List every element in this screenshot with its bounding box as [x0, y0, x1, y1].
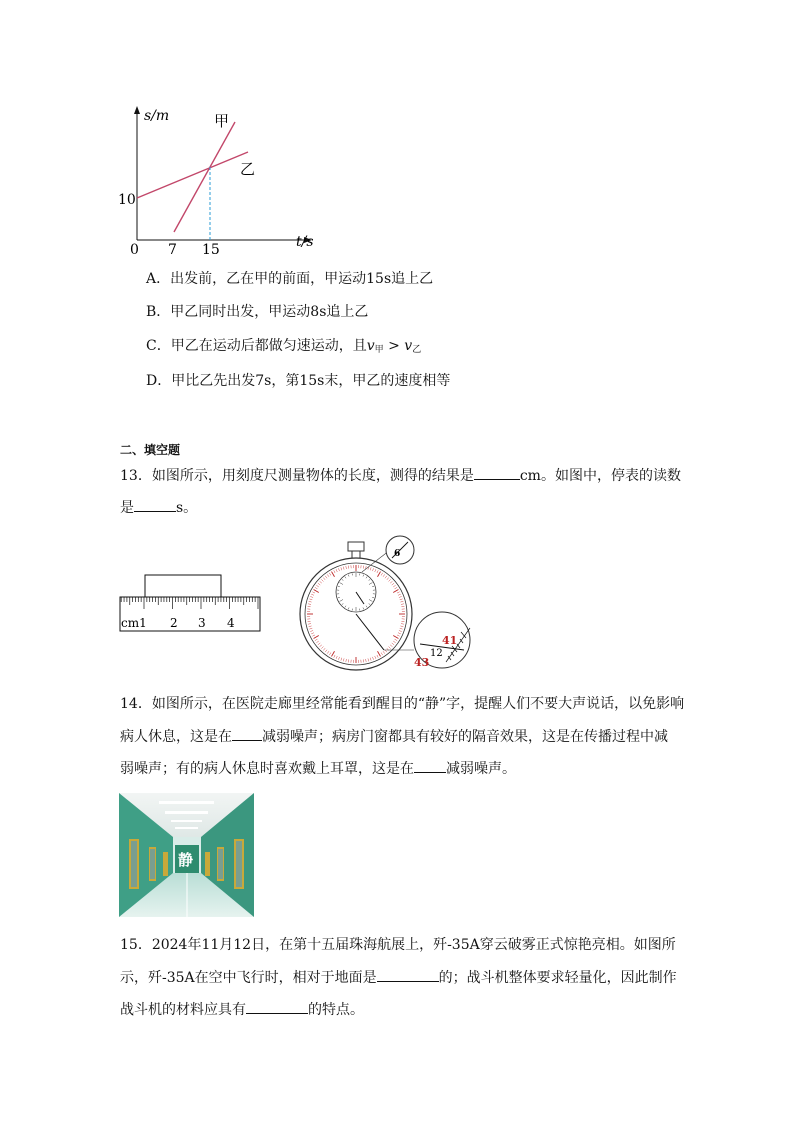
- option-letter: C．: [146, 338, 171, 354]
- q15-text-d: 的特点。: [308, 1002, 364, 1018]
- option-text: 甲乙同时出发，甲运动8s追上乙: [170, 304, 369, 320]
- ruler-label-3: 3: [198, 616, 206, 630]
- q13-blank-length[interactable]: [474, 465, 520, 480]
- q13-text-d: s。: [176, 500, 198, 516]
- option-letter: D．: [146, 373, 172, 389]
- v-jia: v: [366, 338, 375, 354]
- v-jia-sub: 甲: [374, 345, 384, 355]
- option-text: 甲乙在运动后都做匀速运动，且: [170, 338, 367, 354]
- q13-text-c: 是: [120, 500, 134, 516]
- x-tick-15: 15: [202, 242, 220, 258]
- line-label-jia: 甲: [214, 112, 230, 130]
- x-tick-7: 7: [168, 242, 177, 258]
- x-axis-label: t/s: [296, 234, 314, 250]
- quiet-sign-char: 静: [178, 851, 194, 869]
- q13-line2: [120, 497, 197, 518]
- y-axis-arrow: [134, 106, 140, 114]
- y-tick-10: 10: [118, 192, 136, 208]
- y-axis-label: s/m: [144, 108, 170, 124]
- stopwatch-figure: [296, 532, 476, 672]
- option-text: 出发前，乙在甲的前面，甲运动15s追上乙: [170, 271, 434, 287]
- ruler-label-4: 4: [227, 616, 235, 630]
- q14-line1: 14．如图所示，在医院走廊里经常能看到醒目的“静”字，提醒人们不要大声说话，以免影响: [120, 696, 685, 712]
- q15-line3: [120, 999, 364, 1020]
- option-a[interactable]: [146, 269, 433, 289]
- q13-line1: [120, 465, 681, 486]
- line-label-yi: 乙: [240, 160, 256, 178]
- q15-text-c: 战斗机的材料应具有: [120, 1002, 246, 1018]
- q15-blank-2[interactable]: [246, 999, 308, 1014]
- option-b[interactable]: [146, 302, 368, 322]
- q13-text-a: 13．如图所示，用刻度尺测量物体的长度，测得的结果是: [120, 468, 474, 484]
- q15-line2: [120, 967, 677, 988]
- option-c[interactable]: [146, 336, 421, 360]
- v-yi-sub: 乙: [412, 345, 422, 355]
- greater-than: >: [383, 338, 405, 354]
- stopwatch-crown: [348, 542, 364, 551]
- q14-blank-2[interactable]: [414, 758, 446, 773]
- v-yi: v: [404, 338, 413, 354]
- q14-text-a: 病人休息，这是在: [120, 729, 232, 745]
- option-d[interactable]: [146, 371, 450, 391]
- q15-blank-1[interactable]: [377, 967, 439, 982]
- line-yi: [137, 152, 248, 198]
- ruler-label-2: 2: [170, 616, 178, 630]
- zoom-big-label-43: 43: [414, 656, 430, 669]
- q13-text-b: cm。如图中，停表的读数: [519, 468, 681, 484]
- line-jia: [174, 122, 235, 232]
- q13-blank-time[interactable]: [134, 497, 176, 512]
- ruler-figure: [118, 570, 268, 636]
- zoom-big-label-41: 41: [442, 634, 458, 647]
- zoom-small-label: 6: [394, 549, 401, 559]
- q14-text-c: 弱噪声；有的病人休息时喜欢戴上耳罩，这是在: [120, 761, 414, 777]
- zoom-big-label-12: 12: [430, 648, 443, 659]
- q15-text-b: 的；战斗机整体要求轻量化，因此制作: [438, 970, 677, 986]
- stopwatch-stem: [352, 551, 360, 558]
- origin-label: 0: [130, 242, 139, 258]
- option-letter: A．: [146, 271, 171, 287]
- measured-block: [145, 575, 221, 597]
- option-text: 甲比乙先出发7s，第15s末，甲乙的速度相等: [171, 373, 451, 389]
- q15-text-a: 示，歼-35A在空中飞行时，相对于地面是: [120, 970, 377, 986]
- q14-line3: [120, 758, 516, 779]
- q14-text-d: 减弱噪声。: [446, 761, 516, 777]
- q15-line1: 15．2024年11月12日，在第十五届珠海航展上，歼-35A穿云破雾正式惊艳亮相。如图所: [120, 937, 676, 953]
- option-letter: B．: [146, 304, 171, 320]
- hospital-corridor-image: [119, 793, 254, 917]
- q14-blank-1[interactable]: [232, 726, 262, 741]
- section-title: 二、填空题: [120, 443, 181, 457]
- q14-text-b: 减弱噪声；病房门窗都具有较好的隔音效果，这是在传播过程中减: [262, 729, 668, 745]
- distance-time-graph: [110, 100, 330, 260]
- ruler-label-cm1: cm1: [121, 616, 147, 630]
- q14-line2: [120, 726, 668, 747]
